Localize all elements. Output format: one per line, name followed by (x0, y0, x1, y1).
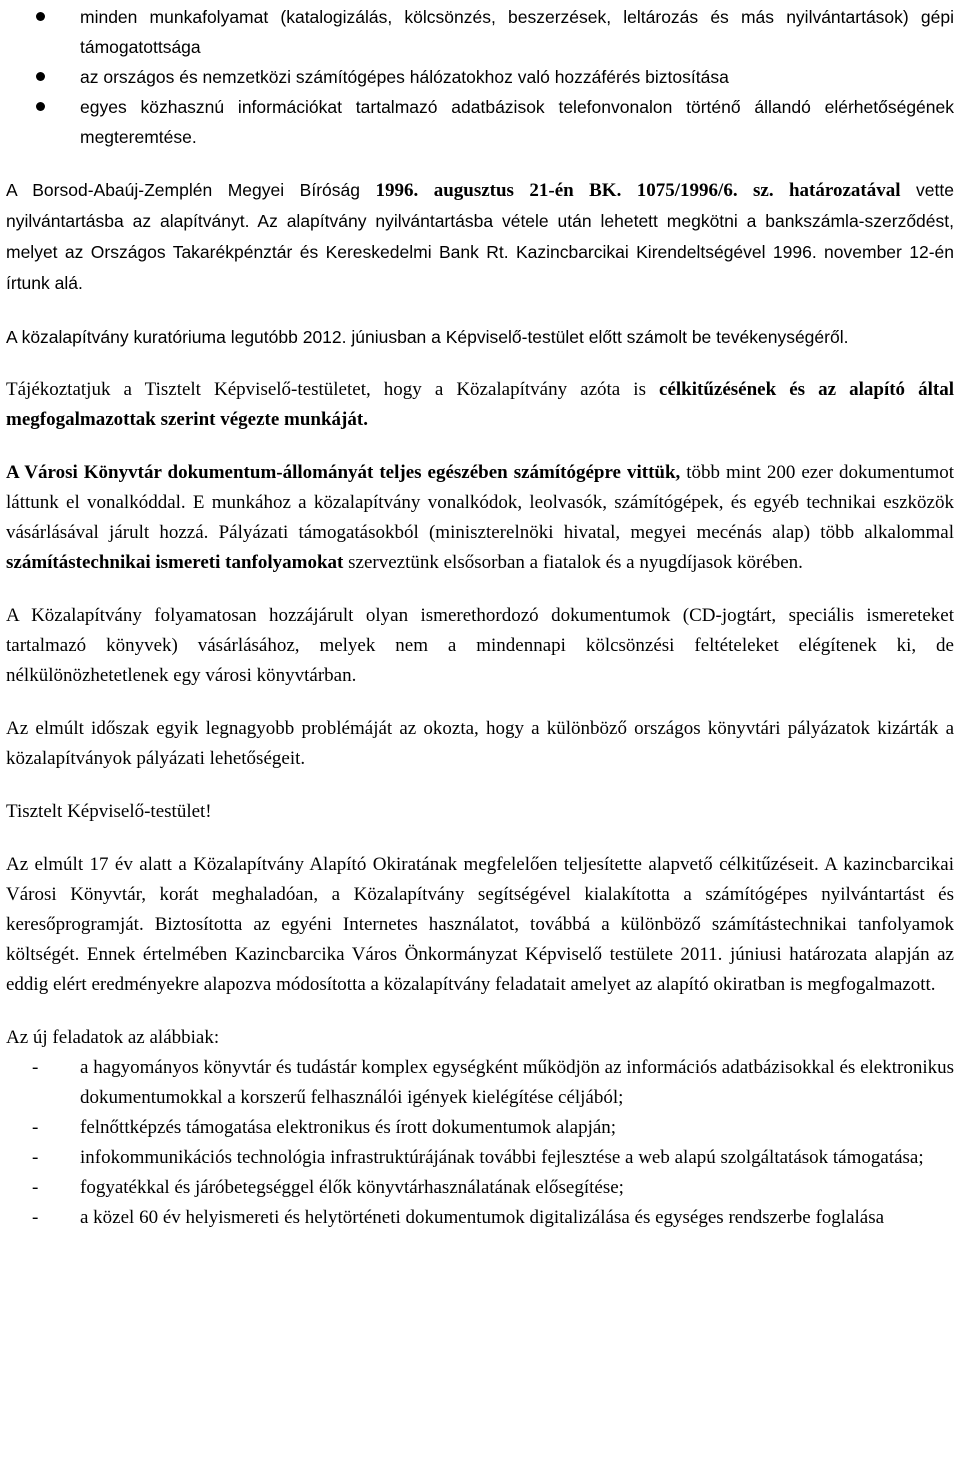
registration-text: A Borsod-Abaúj-Zemplén Megyei Bíróság (6, 180, 376, 200)
courses-bold-text: számítástechnikai ismereti tanfolyamokat (6, 552, 344, 573)
documents-paragraph: A Közalapítvány folyamatosan hozzájárult olyan ismerethordozó dokumentumok (CD-jogtárt, speciális ismereteket tartalmazó könyvek) vásárlásához, melyek nem a mindennapi kölcsönzési feltételeket elégítenek ki, de nélkülönözhetetlenek egy városi könyvtárban. (6, 605, 954, 686)
task-text: infokommunikációs technológia infrastruktúrájának további fejlesztése a web alapú szolgáltatások támogatása; (80, 1147, 924, 1168)
task-item (6, 1173, 954, 1203)
catalog-bold-text: A Városi Könyvtár dokumentum-állományát teljes egészében számítógépre vittük, (6, 462, 681, 483)
bullet-text: minden munkafolyamat (katalogizálás, kölcsönzés, beszerzések, leltározás és más nyilvántartások) gépi támogatottsága (80, 7, 954, 57)
task-item (6, 1143, 954, 1173)
task-text: a közel 60 év helyismereti és helytörténeti dokumentumok digitalizálása és egységes rendszerbe foglalása (80, 1207, 885, 1228)
summary-paragraph: Az elmúlt 17 év alatt a Közalapítvány Alapító Okiratának megfelelően teljesítette alapvető célkitűzéseit. A kazincbarcikai Városi Könyvtár, korát meghaladóan, a Közalapítvány segítségével kialakította a számítógépes nyilvántartást és keresőprogramját. Biztosította az egyéni Internetes használatot, továbbá a különböző számítástechnikai tanfolyamok költségét. Ennek értelmében Kazincbarcika Város Önkormányzat Képviselő testülete 2011. júniusi határozata alapján az eddig elért eredményekre alapozva módosította a közalapítvány feladatait amelyet az alapító okiratban is megfogalmazott. (6, 854, 954, 995)
registration-paragraph (6, 175, 954, 299)
dash-marker: - (32, 1177, 39, 1198)
info-paragraph (6, 375, 954, 435)
board-report-paragraph: A közalapítvány kuratóriuma legutóbb 2012. júniusban a Képviselő-testület előtt számolt be tevékenységéről. (6, 327, 849, 347)
bank-contract-text: Az alapítvány nyilvántartásba vétele után lehetett megkötni a bankszámla-szerződést, melyet az Országos Takarékpénztár és Kereskedelmi Bank Rt. Kazincbarcikai Kirendeltségével 1996. november 12-én írtunk alá. (6, 211, 954, 293)
bullet-dot-icon (36, 12, 45, 21)
goals-bullet-list (6, 2, 954, 152)
info-bold-text: célkitűzésének és az alapító által megfogalmazottak szerint végezte munkáját. (6, 379, 954, 430)
dash-marker: - (32, 1117, 39, 1138)
new-tasks-list (6, 1053, 954, 1233)
bullet-dot-icon (36, 102, 45, 111)
task-item (6, 1053, 954, 1113)
bullet-dot-icon (36, 72, 45, 81)
bullet-item (6, 92, 954, 152)
salutation: Tisztelt Képviselő-testület! (6, 801, 212, 822)
catalog-text: több mint 200 ezer dokumentumot láttunk el vonalkóddal. E munkához a közalapítvány vonalkódok, leolvasók, számítógépek, és egyéb technikai eszközök vásárlásával járult hozzá. Pályázati támogatásokból (miniszterelnöki hivatal, megyei mecénás alap) több alkalommal (6, 462, 954, 543)
info-text: Tájékoztatjuk a Tisztelt Képviselő-testületet, hogy a Közalapítvány azóta is (6, 379, 660, 400)
bullet-text: az országos és nemzetközi számítógépes hálózatokhoz való hozzáférés biztosítása (80, 67, 729, 87)
courses-text: szerveztünk elsősorban a fiatalok és a nyugdíjasok körében. (343, 552, 803, 573)
registration-court-decision: 1996. augusztus 21-én BK. 1075/1996/6. sz. határozatával (375, 180, 901, 201)
task-text: felnőttképzés támogatása elektronikus és írott dokumentumok alapján; (80, 1117, 617, 1138)
dash-marker: - (32, 1147, 39, 1168)
registration-text-end: vette nyilvántartásba az alapítványt. (6, 180, 954, 231)
task-text: a hagyományos könyvtár és tudástár komplex egységként működjön az információs adatbázisokkal és elektronikus dokumentumokkal a korszerű felhasználói igények kielégítése céljából; (80, 1057, 954, 1108)
task-item (6, 1203, 954, 1233)
task-item (6, 1113, 954, 1143)
problem-paragraph: Az elmúlt időszak egyik legnagyobb problémáját az okozta, hogy a különböző országos könyvtári pályázatok kizárták a közalapítványok pályázati lehetőségeit. (6, 718, 954, 769)
task-text: fogyatékkal és járóbetegséggel élők könyvtárhasználatának elősegítése; (80, 1177, 624, 1198)
new-tasks-heading: Az új feladatok az alábbiak: (6, 1027, 220, 1048)
dash-marker: - (32, 1207, 39, 1228)
bullet-item (6, 62, 954, 92)
bullet-item (6, 2, 954, 62)
library-catalog-paragraph (6, 458, 954, 578)
bullet-text: egyes közhasznú információkat tartalmazó adatbázisok telefonvonalon történő állandó elérhetőségének megteremtése. (80, 97, 954, 147)
dash-marker: - (32, 1057, 39, 1078)
